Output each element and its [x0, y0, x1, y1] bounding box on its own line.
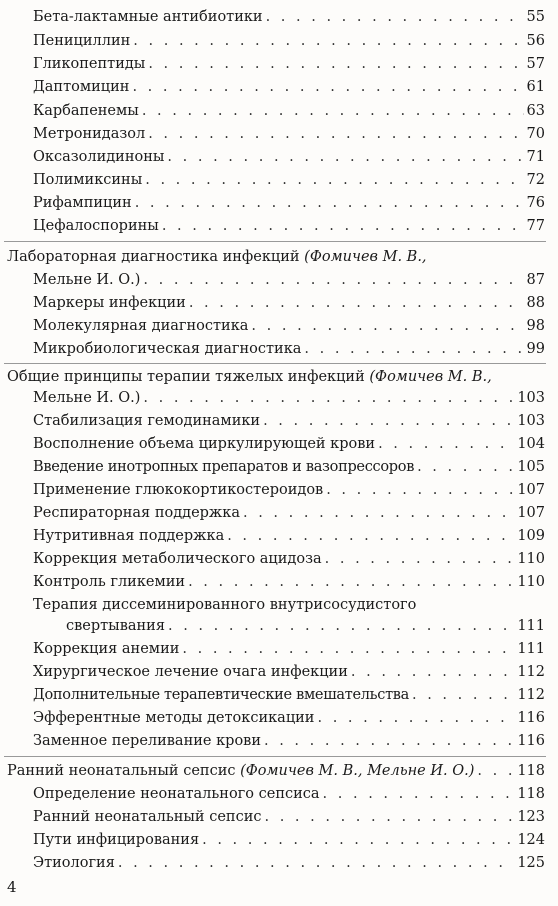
dot-leader [227, 525, 514, 547]
toc-section-page: 87 [526, 272, 545, 288]
toc-entry-page: 112 [517, 664, 545, 680]
dot-leader [412, 684, 514, 706]
toc-entry-page: 107 [517, 505, 545, 521]
toc-section-title: Общие принципы терапии тяжелых инфекций [7, 369, 365, 385]
toc-entry[interactable] [33, 661, 545, 683]
toc-entry[interactable] [33, 410, 545, 432]
toc-entry[interactable] [33, 338, 545, 360]
toc-entry-page: 118 [517, 786, 545, 802]
toc-entry-page: 57 [526, 56, 545, 72]
toc-section-continuation [33, 269, 545, 291]
toc-entry-page: 123 [517, 809, 545, 825]
toc-entry-title: Даптомицин [33, 79, 130, 95]
toc-entry-page: 124 [517, 832, 545, 848]
dot-leader [264, 806, 514, 828]
toc-section-continuation [33, 387, 545, 409]
toc-entry[interactable] [33, 852, 545, 874]
toc-entry-title: Гликопептиды [33, 56, 146, 72]
toc-entry-page: 107 [517, 482, 545, 498]
toc-entry[interactable] [33, 806, 545, 828]
toc-entry-title: Дополнительные терапевтические вмешательства [33, 687, 409, 703]
toc-section-title: Ранний неонатальный сепсис [7, 763, 236, 779]
dot-leader [264, 730, 514, 752]
dot-leader [132, 76, 523, 98]
toc-entry-page: 71 [526, 149, 545, 165]
toc-entry-title: Бета-лактамные антибиотики [33, 9, 263, 25]
toc-entry-page: 110 [517, 551, 545, 567]
toc-entry-title: Применение глюкокортикостероидов [33, 482, 324, 498]
dot-leader [142, 100, 524, 122]
toc-entry-page: 109 [517, 528, 545, 544]
toc-entry-title: Микробиологическая диагностика [33, 341, 302, 357]
toc-entry-page: 55 [526, 9, 545, 25]
toc-entry-title: Нутритивная поддержка [33, 528, 225, 544]
toc-entry-title: Контроль гликемии [33, 574, 186, 590]
toc-section-page: 103 [517, 390, 545, 406]
toc-entry[interactable] [33, 315, 545, 337]
toc-entry-title: Коррекция метаболического ацидоза [33, 551, 322, 567]
toc-entry-page: 105 [517, 459, 545, 475]
toc-entry[interactable] [33, 456, 545, 478]
toc-entry-title: Оксазолидиноны [33, 149, 165, 165]
dot-leader [251, 315, 523, 337]
toc-entry-title: Пенициллин [33, 33, 131, 49]
toc-entry-title: Эфферентные методы детоксикации [33, 710, 315, 726]
toc-entry[interactable] [33, 192, 545, 214]
toc-entry[interactable] [33, 783, 545, 805]
toc-entry-title: Восполнение объема циркулирующей крови [33, 436, 376, 452]
toc-entry[interactable] [33, 829, 545, 851]
toc-entry[interactable] [33, 433, 545, 455]
toc-entry-title: Маркеры инфекции [33, 295, 186, 311]
toc-entry-page: 116 [517, 710, 545, 726]
dot-leader [323, 783, 515, 805]
dot-leader [266, 6, 524, 28]
dot-leader [188, 571, 514, 593]
toc-entry-page: 88 [526, 295, 545, 311]
toc-entry-title: Пути инфицирования [33, 832, 200, 848]
toc-entry-title: Молекулярная диагностика [33, 318, 249, 334]
toc-entry-title: Метронидазол [33, 126, 146, 142]
toc-entry[interactable] [33, 571, 545, 593]
toc-entry[interactable] [33, 123, 545, 145]
toc-entry-page: 99 [526, 341, 545, 357]
dot-leader [145, 169, 523, 191]
dot-leader [143, 269, 523, 291]
dot-leader [326, 479, 514, 501]
dot-leader [325, 548, 515, 570]
toc-section-title: Лабораторная диагностика инфекций [7, 249, 300, 265]
dot-leader [304, 338, 523, 360]
toc-entry-page: 61 [526, 79, 545, 95]
toc-entry-title: Полимиксины [33, 172, 143, 188]
toc-entry-continuation [66, 615, 545, 637]
toc-entry[interactable] [33, 730, 545, 752]
toc-section-page: 118 [517, 763, 545, 779]
dot-leader [263, 410, 514, 432]
toc-entry-page: 125 [517, 855, 545, 871]
toc-entry[interactable] [33, 169, 545, 191]
toc-entry[interactable] [33, 6, 545, 28]
toc-entry[interactable] [33, 76, 545, 98]
toc-entry-page: 111 [517, 618, 545, 634]
toc-section-authors: (Фомичев М. В., Мельне И. О.) [240, 763, 475, 779]
toc-entry-title: Определение неонатального сепсиса [33, 786, 320, 802]
toc-entry[interactable] [33, 548, 545, 570]
toc-entry[interactable] [33, 502, 545, 524]
dot-leader [317, 707, 514, 729]
dot-leader [168, 615, 514, 637]
toc-entry[interactable] [33, 638, 545, 660]
dot-leader [167, 146, 523, 168]
toc-entry-page: 76 [526, 195, 545, 211]
toc-entry-title: Терапия диссеминированного внутрисосудистого [33, 597, 417, 613]
dot-leader [162, 215, 524, 237]
dot-leader [417, 456, 514, 478]
toc-entry-page: 103 [517, 413, 545, 429]
toc-entry[interactable] [33, 292, 545, 314]
dot-leader [148, 123, 523, 145]
dot-leader [189, 292, 524, 314]
toc-section-neonatal[interactable] [7, 760, 545, 782]
dot-leader [133, 30, 523, 52]
toc-entry-title: Карбапенемы [33, 103, 139, 119]
dot-leader [182, 638, 514, 660]
toc-entry[interactable] [33, 684, 545, 706]
toc-entry[interactable] [33, 525, 545, 547]
toc-entry-title: Цефалоспорины [33, 218, 159, 234]
toc-section-heading [7, 760, 474, 782]
toc-entry-page: 72 [526, 172, 545, 188]
dot-leader [143, 387, 514, 409]
toc-entry-page: 112 [517, 687, 545, 703]
dot-leader [378, 433, 514, 455]
toc-entry-title: Коррекция анемии [33, 641, 180, 657]
toc-entry-title: Введение инотропных препаратов и вазопрессоров [33, 459, 415, 475]
dot-leader [243, 502, 514, 524]
section-divider [4, 363, 546, 364]
toc-section-heading [7, 246, 427, 268]
toc-entry-page: 116 [517, 733, 545, 749]
toc-entry-page: 104 [517, 436, 545, 452]
toc-entry-title: Этиология [33, 855, 115, 871]
dot-leader [118, 852, 514, 874]
toc-entry-title: Хирургическое лечение очага инфекции [33, 664, 348, 680]
toc-entry-page: 70 [526, 126, 545, 142]
dot-leader [351, 661, 514, 683]
toc-section-authors: (Фомичев М. В., [304, 249, 427, 265]
page-number: 4 [7, 878, 17, 896]
toc-entry-title: Респираторная поддержка [33, 505, 240, 521]
dot-leader [135, 192, 524, 214]
toc-section-authors: (Фомичев М. В., [369, 369, 492, 385]
toc-section-authors: Мельне И. О.) [33, 390, 141, 406]
toc-entry[interactable] [33, 53, 545, 75]
dot-leader [202, 829, 514, 851]
toc-entry-page: 77 [526, 218, 545, 234]
toc-entry-page: 111 [517, 641, 545, 657]
toc-entry-page: 63 [526, 103, 545, 119]
toc-section-authors: Мельне И. О.) [33, 272, 141, 288]
toc-entry-page: 110 [517, 574, 545, 590]
toc-entry[interactable] [33, 100, 545, 122]
dot-leader [148, 53, 523, 75]
toc-entry-title: Стабилизация гемодинамики [33, 413, 261, 429]
toc-entry[interactable] [33, 146, 545, 168]
section-divider [4, 241, 546, 242]
toc-entry[interactable] [33, 215, 545, 237]
toc-entry-title: свертывания [66, 618, 165, 634]
toc-section-heading [7, 366, 492, 388]
toc-entry-page: 56 [526, 33, 545, 49]
toc-entry-title: Ранний неонатальный сепсис [33, 809, 262, 825]
toc-entry-page: 98 [526, 318, 545, 334]
toc-entry-title: Рифампицин [33, 195, 132, 211]
toc-entry[interactable] [33, 707, 545, 729]
toc-entry[interactable] [33, 479, 545, 501]
dot-leader [477, 760, 514, 782]
section-divider [4, 756, 546, 757]
toc-entry[interactable] [33, 30, 545, 52]
toc-entry-title: Заменное переливание крови [33, 733, 261, 749]
